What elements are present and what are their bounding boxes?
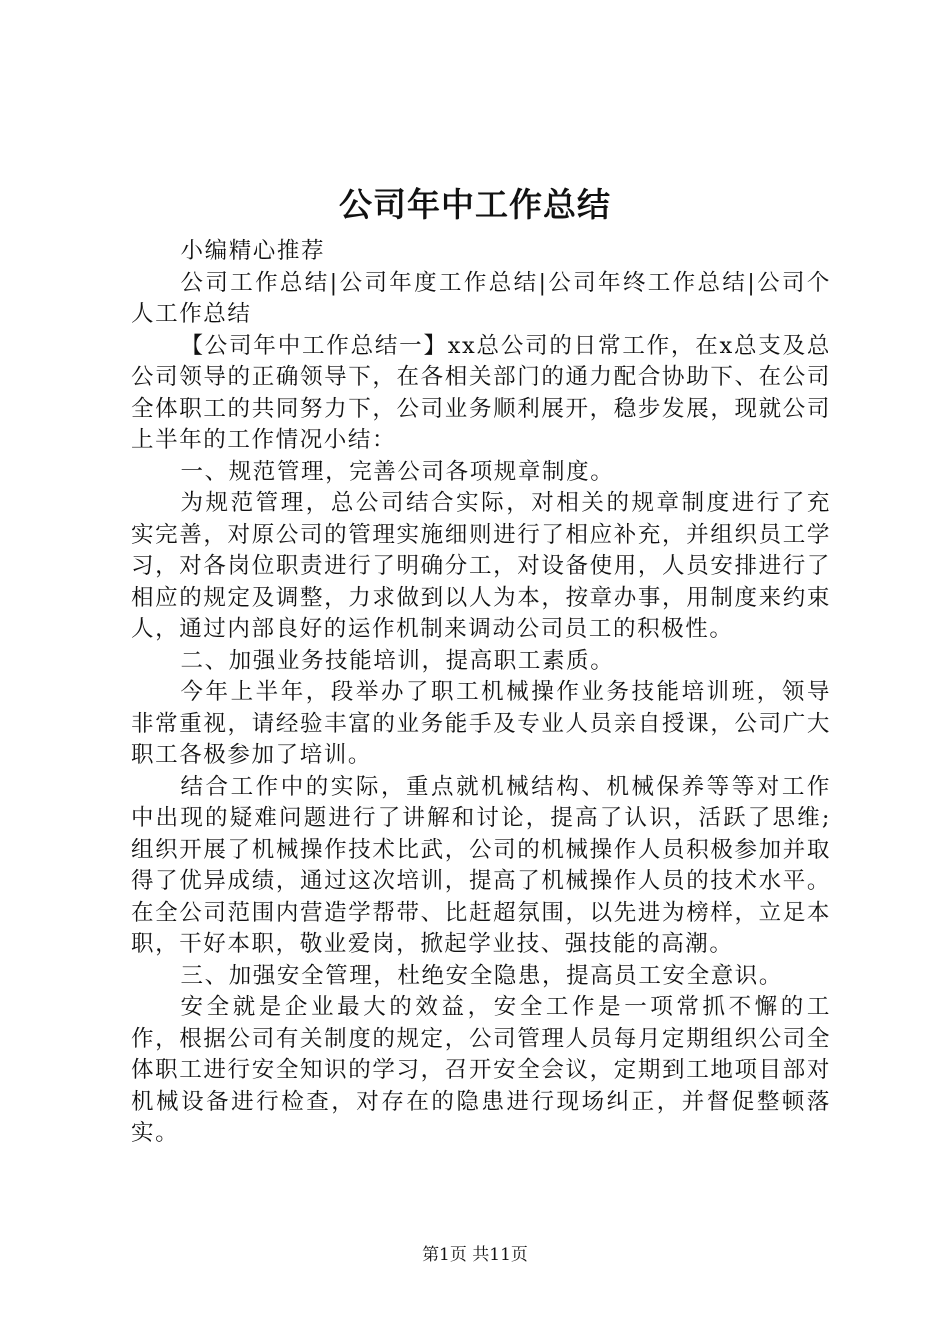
paragraph-related-links: 公司工作总结|公司年度工作总结|公司年终工作总结|公司个人工作总结	[131, 269, 831, 327]
document-body	[131, 236, 831, 1150]
section-heading-3: 三、加强安全管理，杜绝安全隐患，提高员工安全意识。	[180, 962, 784, 989]
paragraph-section-2a: 今年上半年，段举办了职工机械操作业务技能培训班，领导非常重视，请经验丰富的业务能手及专业人员亲自授课，公司广大职工各极参加了培训。	[131, 679, 831, 768]
paragraph-section-1: 为规范管理，总公司结合实际，对相关的规章制度进行了充实完善，对原公司的管理实施细则进行了相应补充，并组织员工学习，对各岗位职责进行了明确分工，对设备使用，人员安排进行了相应的规定及调整，力求做到以人为本，按章办事，用制度来约束人，通过内部良好的运作机制来调动公司员工的积极性。	[131, 490, 831, 642]
paragraph-section-3: 安全就是企业最大的效益，安全工作是一项常抓不懈的工作，根据公司有关制度的规定，公司管理人员每月定期组织公司全体职工进行安全知识的学习，召开安全会议，定期到工地项目部对机械设备进行检查，对存在的隐患进行现场纠正，并督促整顿落实。	[131, 994, 831, 1146]
paragraph-recommend: 小编精心推荐	[180, 238, 326, 264]
paragraph-intro: 【公司年中工作总结一】xx总公司的日常工作，在x总支及总公司领导的正确领导下，在各相关部门的通力配合协助下、在公司全体职工的共同努力下，公司业务顺利展开，稳步发展，现就公司上半年的工作情况小结：	[131, 332, 831, 453]
section-heading-2: 二、加强业务技能培训，提高职工素质。	[180, 647, 615, 674]
paragraph-section-2b: 结合工作中的实际，重点就机械结构、机械保养等等对工作中出现的疑难问题进行了讲解和讨论，提高了认识，活跃了思维;组织开展了机械操作技术比武，公司的机械操作人员积极参加并取得了优异成绩，通过这次培训，提高了机械操作人员的技术水平。在全公司范围内营造学帮带、比赶超氛围，以先进为榜样，立足本职，干好本职，敬业爱岗，掀起学业技、强技能的高潮。	[131, 773, 831, 957]
document-title: 公司年中工作总结	[339, 185, 611, 224]
section-heading-1: 一、规范管理，完善公司各项规章制度。	[180, 458, 615, 485]
page-number-footer: 第1页 共11页	[422, 1245, 528, 1265]
